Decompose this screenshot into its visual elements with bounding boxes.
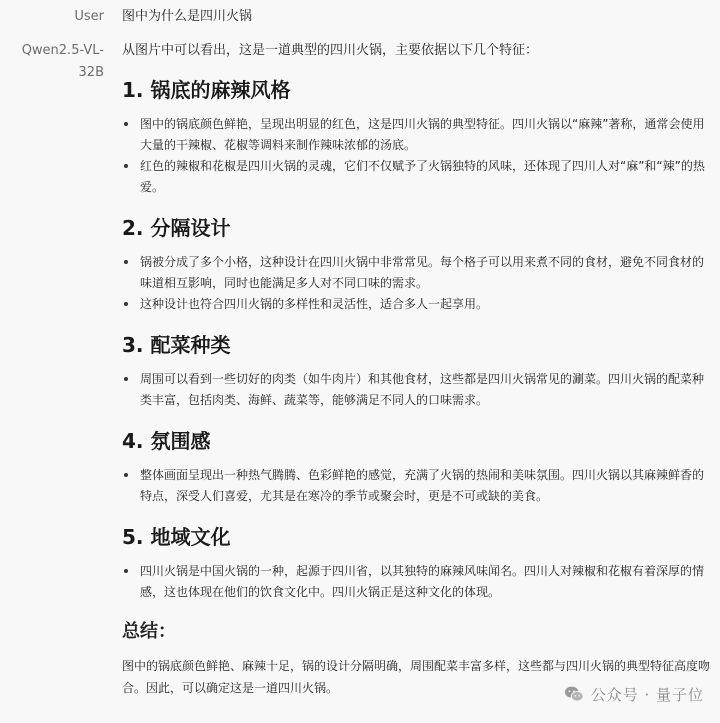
bullet-item: 整体画面呈现出一种热气腾腾、色彩鲜艳的感觉，充满了火锅的热闹和美味氛围。四川火锅以其麻辣鲜香的特点，深受人们喜爱，尤其是在寒冷的季节或聚会时，更是不可或缺的美食。 [122,465,712,507]
section-bullets [122,114,712,198]
section-title: 4. 氛围感 [122,429,211,453]
user-message: 图中为什么是四川火锅 [122,9,253,24]
watermark-text: 公众号 · 量子位 [590,685,704,704]
wechat-icon [563,683,585,705]
summary-text: 图中的锅底颜色鲜艳、麻辣十足，锅的设计分隔明确，周围配菜丰富多样，这些都与四川火锅的典型特征高度吻合。因此，可以确定这是一道四川火锅。 [122,659,711,695]
user-message-row [0,6,720,28]
bullet-item: 红色的辣椒和花椒是四川火锅的灵魂，它们不仅赋予了火锅独特的风味，还体现了四川人对“麻”和“辣”的热爱。 [122,156,712,198]
section-title: 2. 分隔设计 [122,216,231,240]
assistant-intro: 从图片中可以看出，这是一道典型的四川火锅，主要依据以下几个特征： [122,43,539,58]
section-bullets [122,252,712,315]
section-bullets [122,465,712,507]
watermark [563,683,704,705]
assistant-role-label: Qwen2.5-VL-32B [21,43,104,80]
section-title: 5. 地域文化 [122,525,231,549]
section-title: 3. 配菜种类 [122,333,231,357]
summary-title: 总结： [122,621,176,642]
bullet-item: 锅被分成了多个小格，这种设计在四川火锅中非常常见。每个格子可以用来煮不同的食材，避免不同食材的味道相互影响，同时也能满足多人对不同口味的需求。 [122,252,712,294]
section-title: 1. 锅底的麻辣风格 [122,78,291,102]
bullet-item: 这种设计也符合四川火锅的多样性和灵活性，适合多人一起享用。 [122,294,712,315]
user-role-label: User [74,9,104,24]
bullet-item: 四川火锅是中国火锅的一种，起源于四川省，以其独特的麻辣风味闻名。四川人对辣椒和花椒有着深厚的情感，这也体现在他们的饮食文化中。四川火锅正是这种文化的体现。 [122,561,712,603]
section-bullets [122,369,712,411]
assistant-message [122,40,712,699]
bullet-item: 周围可以看到一些切好的肉类（如牛肉片）和其他食材，这些都是四川火锅常见的涮菜。四川火锅的配菜种类丰富，包括肉类、海鲜、蔬菜等，能够满足不同人的口味需求。 [122,369,712,411]
bullet-item: 图中的锅底颜色鲜艳，呈现出明显的红色，这是四川火锅的典型特征。四川火锅以“麻辣”著称，通常会使用大量的干辣椒、花椒等调料来制作辣味浓郁的汤底。 [122,114,712,156]
section-bullets [122,561,712,603]
